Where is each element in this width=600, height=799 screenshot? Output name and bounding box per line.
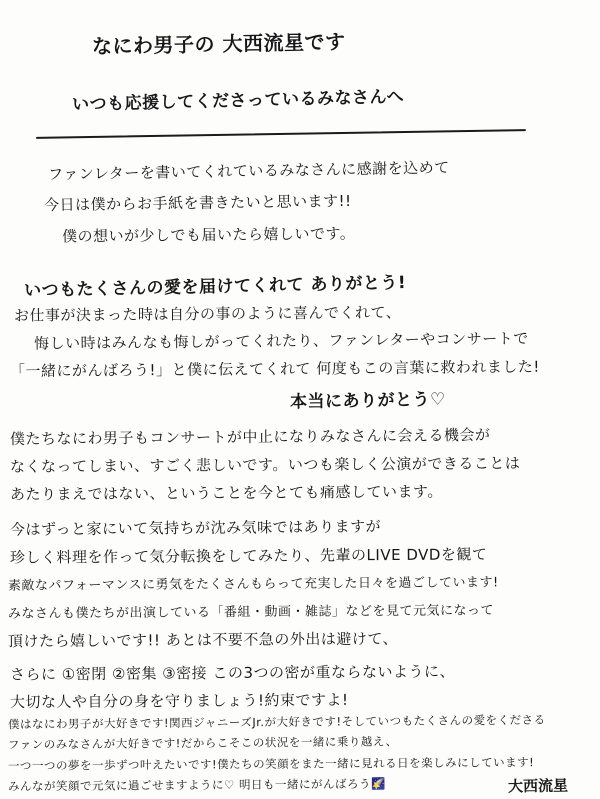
paragraph-line: 珍しく料理を作って気分転換をしてみたり、先輩のLIVE DVDを観て (9, 545, 488, 567)
paragraph-line: ファンのみなさんが大好きです!だからこそこの状況を一緒に乗り越え、 (7, 734, 398, 752)
paragraph-line: ファンレターを書いてくれているみなさんに感謝を込めて (47, 158, 450, 184)
paragraph-line: 僕はなにわ男子が大好きです!関西ジャニーズJr.が大好きです!そしていつもたくさんの愛をくださる (7, 712, 546, 732)
paragraph-line: 素敵なパフォーマンスに勇気をたくさんもらって充実した日々を過ごしています! (7, 575, 499, 594)
paragraph-line: あたりまえではない、ということを今とても痛感しています。 (9, 482, 443, 504)
paragraph-line: 今日は僕からお手紙を書きたいと思います!! (43, 191, 352, 215)
paragraph-line: いつもたくさんの愛を届けてくれて ありがとう! (23, 272, 407, 301)
paragraph-line: 「一緒にがんばろう!」と僕に伝えてくれて 何度もこの言葉に救われました! (9, 357, 540, 381)
paragraph-line: なくなってしまい、すごく悲しいです。いつも楽しく公演ができることは (9, 454, 521, 476)
paragraph-line: みんなが笑顔で元気に過ごせますように♡ 明日も一緒にがんばろう🌠 (7, 776, 386, 794)
paragraph-line: 本当にありがとう♡ (289, 389, 446, 413)
paragraph-line: 今はずっと家にいて気持ちが沈み気味ではありますが (9, 517, 382, 539)
paragraph-line: 僕の想いが少しでも届いたら嬉しいです。 (61, 224, 356, 246)
paragraph-line: 悔しい時はみんなも悔しがってくれたり、ファンレターやコンサートで (33, 329, 529, 353)
paragraph-line: さらに ①密閉 ②密集 ③密接 この3つの密が重ならないように、 (9, 662, 456, 684)
paragraph-line: みなさんも僕たちが出演している「番組・動画・雑誌」などを見て元気になって (7, 603, 495, 622)
divider (36, 129, 526, 139)
letter-title: なにわ男子の 大西流星です (91, 29, 346, 59)
paragraph-line: お仕事が決まった時は自分の事のように喜んでくれて、 (13, 303, 402, 325)
paragraph-line: 一つ一つの夢を一歩ずつ叶えたいです!僕たちの笑顔をまた一緒に見れる日を楽しみにしています! (7, 755, 535, 773)
paragraph-line: 大切な人や自分の身を守りましょう!約束ですよ! (9, 690, 349, 712)
paragraph-line: 頂けたら嬉しいです!! あとは不要不急の外出は避けて、 (7, 629, 399, 651)
signature: 大西流星 (507, 776, 569, 796)
paragraph-line: 僕たちなにわ男子もコンサートが中止になりみなさんに会える機会が (9, 425, 491, 449)
letter-salutation: いつも応援してくださっているみなさんへ (71, 86, 405, 116)
